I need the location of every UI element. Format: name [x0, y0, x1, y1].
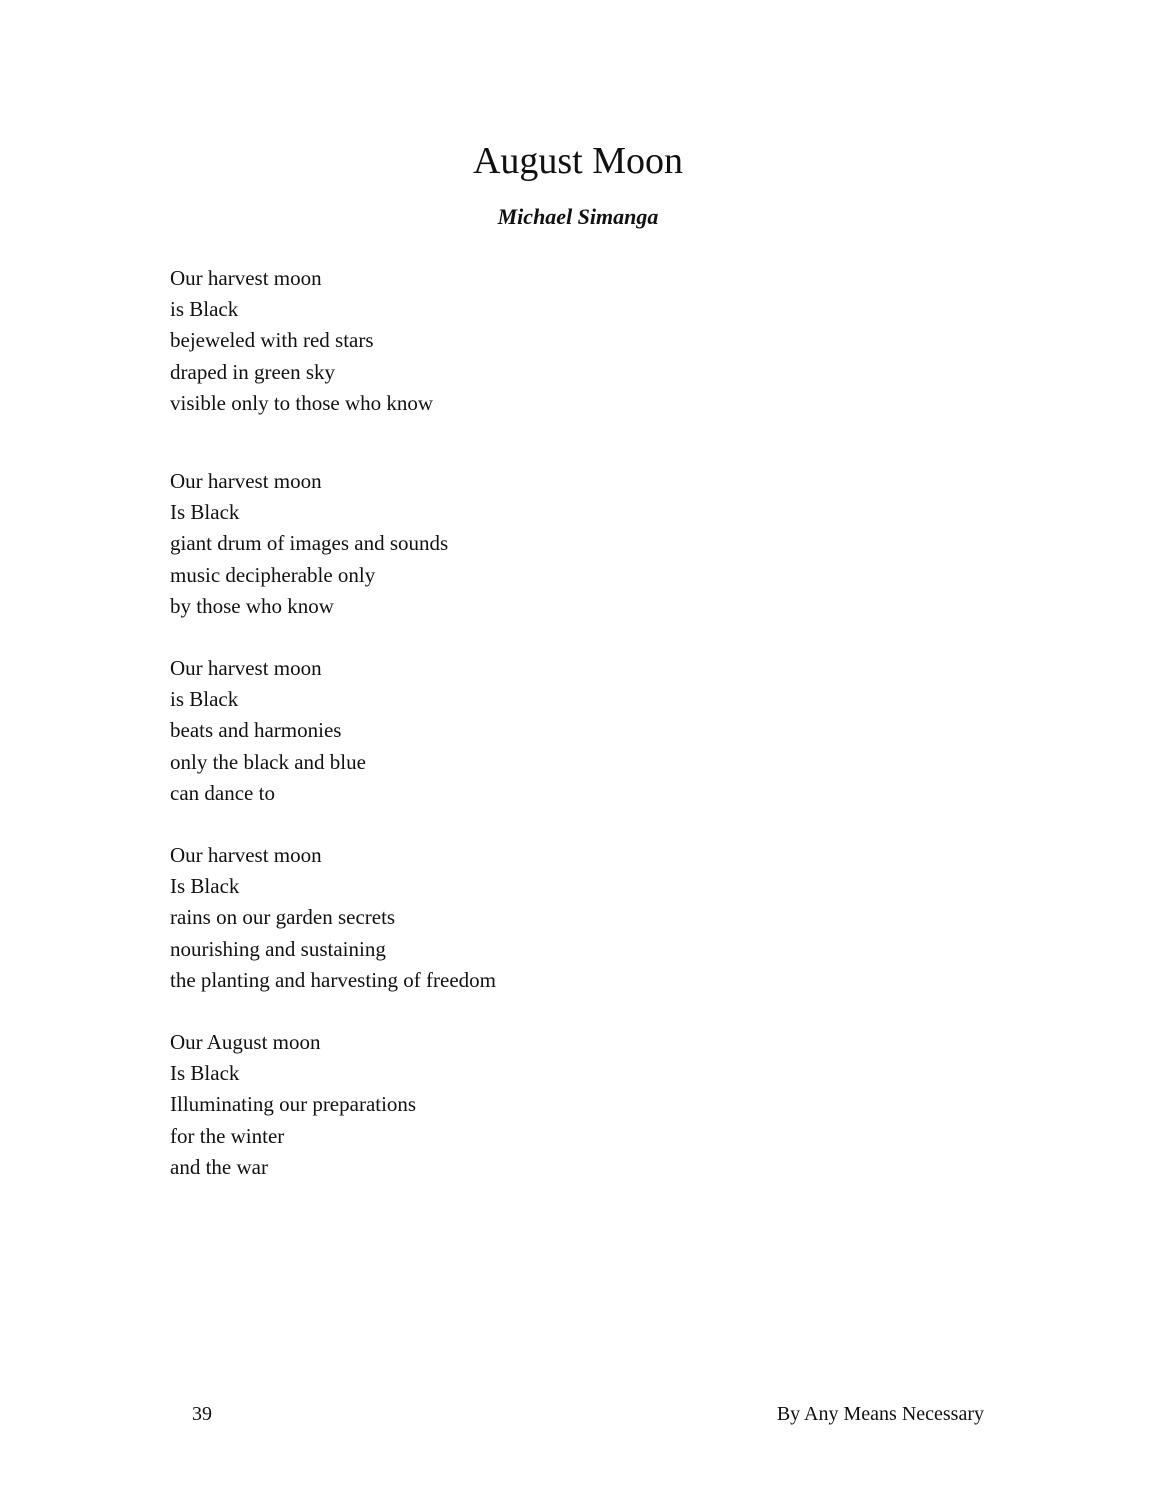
poem-line: Is Black	[170, 500, 240, 525]
poem-line: Our harvest moon	[170, 266, 322, 290]
poem-line: visible only to those who know	[170, 390, 434, 415]
poem-line: is Black	[170, 297, 239, 322]
poem-title: August Moon	[472, 140, 684, 182]
poem-line: Our August moon	[170, 1030, 321, 1054]
poem-line: rains on our garden secrets	[170, 905, 396, 930]
poem-line: Our harvest moon	[170, 656, 322, 680]
poem-line: can dance to	[170, 780, 275, 805]
poem-line: Illuminating our preparations	[170, 1092, 417, 1117]
stanza-3	[170, 653, 366, 809]
poem-line: the planting and harvesting of freedom	[170, 967, 496, 992]
poem-author: Michael Simanga	[497, 204, 659, 229]
stanza-4	[170, 840, 496, 996]
publication-footer: By Any Means Necessary	[776, 1403, 984, 1425]
poem-line: and the war	[170, 1154, 268, 1179]
poem-line: Is Black	[170, 874, 240, 899]
stanza-1	[170, 263, 433, 419]
stanza-2	[170, 466, 448, 622]
stanza-5	[170, 1027, 416, 1183]
poem-line: giant drum of images and sounds	[170, 531, 449, 556]
poem-line: draped in green sky	[170, 359, 336, 384]
poem-line: nourishing and sustaining	[170, 936, 386, 961]
poem-line: by those who know	[170, 593, 334, 618]
poem-line: only the black and blue	[170, 749, 366, 774]
poem-line: bejeweled with red stars	[170, 328, 374, 353]
poem-line: Our harvest moon	[170, 843, 322, 867]
poem-line: is Black	[170, 687, 239, 712]
poem-line: music decipherable only	[170, 562, 376, 587]
poem-line: Our harvest moon	[170, 469, 322, 493]
poem-line: Is Black	[170, 1061, 240, 1086]
poem-line: beats and harmonies	[170, 718, 342, 743]
page-number: 39	[192, 1403, 212, 1425]
poem-line: for the winter	[170, 1123, 285, 1148]
